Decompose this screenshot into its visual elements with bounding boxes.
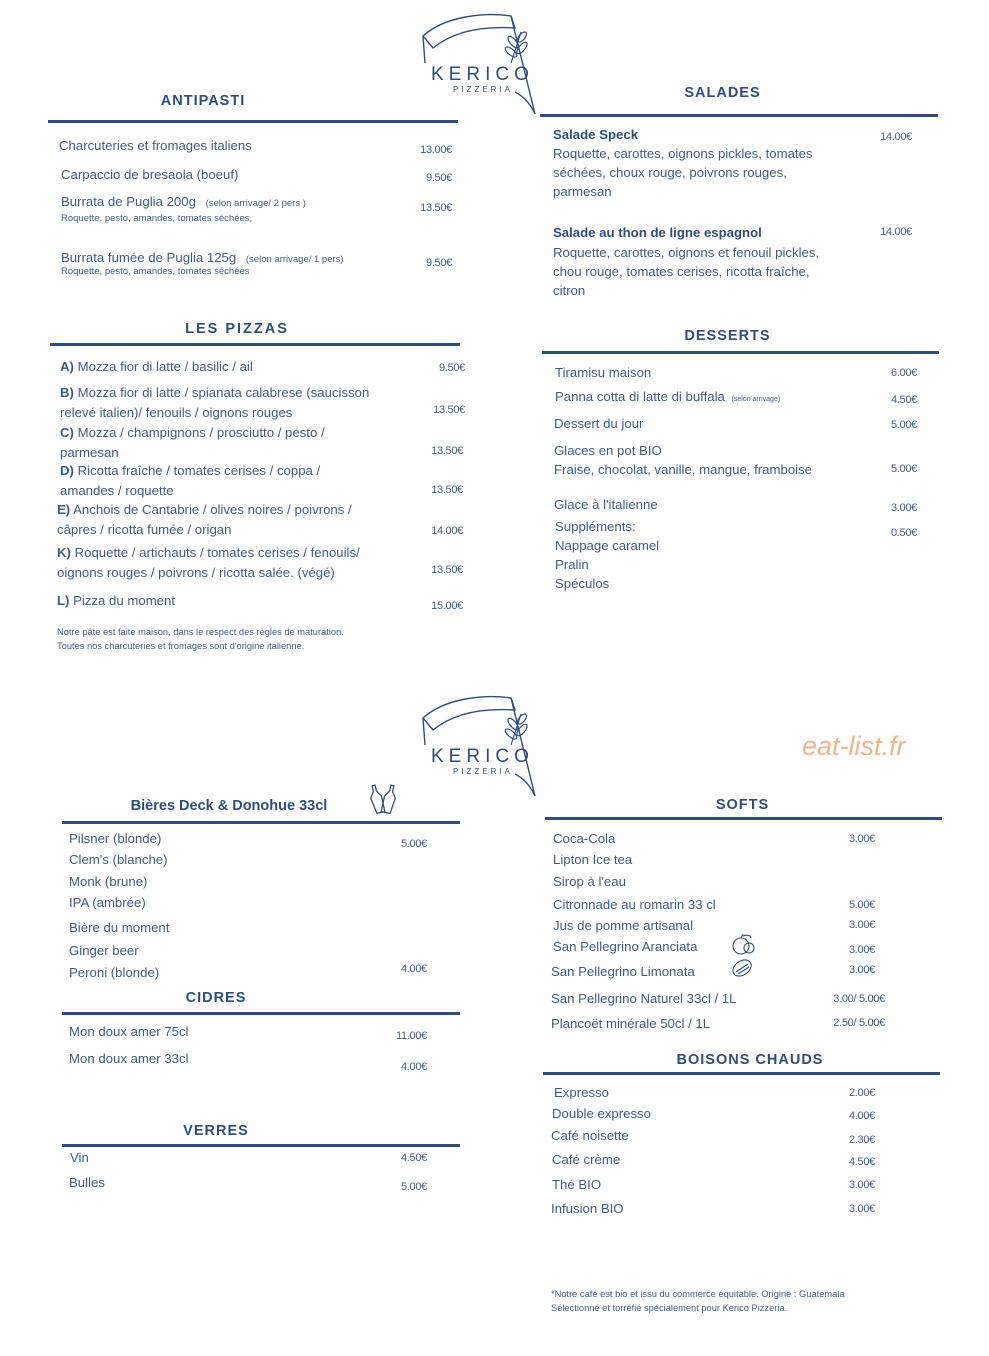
biere-price: 4.00€ xyxy=(400,963,427,975)
chaud-item: Double expresso xyxy=(552,1106,651,1121)
cidre-item: Mon doux amer 75cl xyxy=(69,1024,189,1039)
verres-rule xyxy=(62,1144,460,1147)
pizza-item xyxy=(60,423,325,462)
pizza-text: Anchois de Cantabrie / olives noires / poivrons / xyxy=(73,502,352,517)
pizza-note-line: Toutes nos charcuteries et fromages sont d'origine italienne. xyxy=(57,641,305,651)
pizza-letter: E) xyxy=(57,502,71,517)
pizza-note xyxy=(57,625,344,653)
biere-item: Monk (brune) xyxy=(69,874,148,889)
dessert-note: (selon arrivage) xyxy=(731,396,781,403)
pizza-letter: C) xyxy=(60,425,74,440)
bieres-title: Bières Deck & Donohue 33cl xyxy=(130,798,328,814)
pizza-letter: L) xyxy=(57,593,70,608)
biere-item: IPA (ambrée) xyxy=(69,895,146,910)
chaud-item: Thé BIO xyxy=(552,1177,602,1192)
chaud-item: Expresso xyxy=(554,1085,609,1100)
pizzas-rule xyxy=(50,343,460,346)
antipasti-item-name xyxy=(61,248,344,268)
cidres-title: CIDRES xyxy=(185,990,247,1006)
pizza-text-2: câpres / ricotta fumée / origan xyxy=(57,521,232,537)
cafe-note-line: *Notre café est bio et issu du commerce équitable. Origine : Guatemala xyxy=(551,1289,845,1299)
beer-bottles-icon xyxy=(368,783,398,815)
pizza-text: Roquette / artichauts / tomates cerises / fenouils/ xyxy=(74,545,360,560)
antipasti-item-note: (selon arrivage/ 1 pers) xyxy=(245,254,344,265)
soft-item: Plancoët minérale 50cl / 1L xyxy=(551,1016,711,1031)
antipasti-item-name: Charcuteries et fromages italiens xyxy=(59,138,252,153)
soft-item: San Pellegrino Limonata xyxy=(551,964,695,979)
pizza-price: 15.00€ xyxy=(431,600,463,612)
dessert-name: Glace à l'italienne xyxy=(554,497,658,512)
soft-price: 3.00€ xyxy=(848,944,875,956)
salades-rule xyxy=(540,114,938,117)
salade-desc: Roquette, carottes, oignons et fenouil pickles, xyxy=(553,245,820,260)
salade-price: 14.00€ xyxy=(880,226,912,238)
antipasti-item-desc: Roquette, pesto, amandes, tomates séchées xyxy=(61,266,250,277)
verre-item: Vin xyxy=(70,1150,89,1165)
salade-price: 14.00€ xyxy=(880,131,912,143)
chauds-rule xyxy=(543,1072,940,1075)
pizza-price: 13.50€ xyxy=(431,484,463,496)
pizza-text: Pizza du moment xyxy=(73,593,176,608)
dessert-name: Glaces en pot BIO xyxy=(554,443,662,458)
pizza-item xyxy=(60,357,253,377)
pizza-item xyxy=(60,383,369,422)
soft-price: 3.00€ xyxy=(848,833,875,845)
lemon-fruit-icon xyxy=(730,956,754,980)
brand-name: KERICO xyxy=(431,64,534,85)
dessert-price: 5.00€ xyxy=(890,419,917,431)
pizza-letter: K) xyxy=(57,545,71,560)
softs-rule xyxy=(545,817,942,820)
biere-item: Clem's (blanche) xyxy=(69,852,168,867)
pizza-text-2: relevé italien)/ fenouils / oignons rouges xyxy=(60,404,293,420)
desserts-rule xyxy=(542,351,939,354)
dessert-name: Suppléments: xyxy=(555,519,636,534)
antipasti-rule xyxy=(48,120,458,123)
antipasti-item-name: Carpaccio de bresaola (boeuf) xyxy=(61,167,239,182)
chaud-price: 2.30€ xyxy=(848,1134,875,1146)
dessert-name: Tiramisu maison xyxy=(555,365,652,380)
soft-price: 3.00€ xyxy=(848,919,875,931)
biere-item: Bière du moment xyxy=(69,920,170,935)
chaud-item: Infusion BIO xyxy=(551,1201,624,1216)
pizza-price: 14.00€ xyxy=(431,525,463,537)
pizza-price: 13.50€ xyxy=(433,404,465,416)
biere-item: Pilsner (blonde) xyxy=(69,831,162,846)
salade-desc: chou rouge, tomates cerises, ricotta fraîche, xyxy=(553,264,810,279)
dessert-supp-item: Nappage caramel xyxy=(555,538,660,553)
pizza-item xyxy=(57,543,360,582)
verre-price: 5.00€ xyxy=(400,1181,427,1193)
dessert-price: 0.50€ xyxy=(890,527,917,539)
antipasti-item-price: 13.00€ xyxy=(420,144,452,156)
pizza-text: Mozza fior di latte / spianata calabrese (saucisson xyxy=(77,385,370,400)
antipasti-item-name xyxy=(61,192,306,212)
pizza-text: Mozza / champignons / prosciutto / pesto / xyxy=(77,425,325,440)
bieres-rule xyxy=(62,821,460,824)
chaud-price: 2.00€ xyxy=(848,1087,875,1099)
watermark: eat-list.fr xyxy=(802,731,906,761)
desserts-title: DESSERTS xyxy=(684,328,771,344)
pizza-letter: A) xyxy=(60,359,74,374)
antipasti-title: ANTIPASTI xyxy=(160,93,246,109)
antipasti-item-price: 13.50€ xyxy=(420,202,452,214)
chaud-price: 3.00€ xyxy=(848,1203,875,1215)
dessert-title: Panna cotta di latte di buffala xyxy=(555,389,725,404)
cafe-note-line: Sélectionné et torréfié spécialement pour Kerico Pizzeria. xyxy=(551,1303,788,1313)
brand-logo xyxy=(415,8,545,118)
salade-name: Salade Speck xyxy=(553,127,639,142)
dessert-price: 5.00€ xyxy=(890,463,917,475)
brand-subtitle: PIZZERIA xyxy=(453,767,514,776)
dessert-supp-item: Spéculos xyxy=(555,576,610,591)
soft-item: San Pellegrino Aranciata xyxy=(553,939,698,954)
antipasti-item-title: Burrata fumée de Puglia 125g xyxy=(61,250,237,265)
pizza-letter: B) xyxy=(60,385,74,400)
pizza-price: 13.50€ xyxy=(431,564,463,576)
pizza-text: Ricotta fraîche / tomates cerises / coppa / xyxy=(77,463,321,478)
brand-logo xyxy=(415,690,545,800)
cidre-item: Mon doux amer 33cl xyxy=(69,1051,189,1066)
biere-price: 5.00€ xyxy=(400,838,427,850)
cafe-note xyxy=(551,1287,845,1315)
salade-desc: séchées, choux rouge, poivrons rouges, xyxy=(553,165,787,180)
soft-item: San Pellegrino Naturel 33cl / 1L xyxy=(551,991,737,1006)
chaud-item: Café noisette xyxy=(551,1128,629,1143)
pizza-price: 13.50€ xyxy=(431,445,463,457)
salade-desc: Roquette, carottes, oignons pickles, tomates xyxy=(553,146,813,161)
salade-desc: parmesan xyxy=(553,184,612,199)
soft-item: Citronnade au romarin 33 cl xyxy=(553,897,716,912)
pizza-text-2: amandes / roquette xyxy=(60,482,174,498)
orange-fruit-icon xyxy=(729,932,757,956)
soft-item: Coca-Cola xyxy=(553,831,616,846)
dessert-supp-item: Pralin xyxy=(555,557,589,572)
soft-item: Sirop à l'eau xyxy=(553,874,626,889)
chaud-item: Café crème xyxy=(552,1152,621,1167)
salades-title: SALADES xyxy=(684,85,761,101)
soft-price: 3.00/ 5.00€ xyxy=(833,993,885,1005)
pizza-note-line: Notre pâte est faite maison, dans le respect des règles de maturation. xyxy=(57,627,344,637)
verres-title: VERRES xyxy=(183,1123,249,1139)
verre-price: 4.50€ xyxy=(400,1152,427,1164)
dessert-price: 6.00€ xyxy=(890,367,917,379)
antipasti-item-price: 9.50€ xyxy=(425,257,452,269)
pizza-item xyxy=(57,500,352,539)
soft-item: Lipton Ice tea xyxy=(553,852,633,867)
salade-desc: citron xyxy=(553,283,586,298)
antipasti-item-price: 9.50€ xyxy=(425,172,452,184)
brand-name: KERICO xyxy=(431,746,534,767)
verre-item: Bulles xyxy=(69,1175,105,1190)
soft-item: Jus de pomme artisanal xyxy=(553,918,694,933)
soft-price: 5.00€ xyxy=(848,899,875,911)
cidre-price: 11.00€ xyxy=(395,1030,427,1042)
salade-name: Salade au thon de ligne espagnol xyxy=(553,225,762,240)
pizza-text-2: parmesan xyxy=(60,444,119,460)
chauds-title: BOISONS CHAUDS xyxy=(676,1052,824,1068)
cidres-rule xyxy=(62,1012,460,1015)
brand-subtitle: PIZZERIA xyxy=(453,85,514,94)
dessert-flavors: Fraise, chocolat, vanille, mangue, framboise xyxy=(554,462,813,477)
chaud-price: 3.00€ xyxy=(848,1179,875,1191)
biere-item: Peroni (blonde) xyxy=(69,965,160,980)
dessert-name: Dessert du jour xyxy=(554,416,644,431)
dessert-price: 4.50€ xyxy=(890,394,917,406)
pizzas-title: LES PIZZAS xyxy=(185,321,289,337)
antipasti-item-title: Burrata de Puglia 200g xyxy=(61,194,196,209)
dessert-name xyxy=(555,387,780,410)
chaud-price: 4.50€ xyxy=(848,1156,875,1168)
pizza-text-2: oignons rouges / poivrons / ricotta salée. (végé) xyxy=(57,564,335,580)
pizza-item xyxy=(60,461,320,500)
biere-item: Ginger beer xyxy=(69,943,139,958)
softs-title: SOFTS xyxy=(715,797,770,813)
chaud-price: 4.00€ xyxy=(848,1110,875,1122)
soft-price: 3.00€ xyxy=(848,964,875,976)
pizza-letter: D) xyxy=(60,463,74,478)
pizza-text: Mozza fior di latte / basilic / ail xyxy=(77,359,253,374)
antipasti-item-note: (selon arrivage/ 2 pers ) xyxy=(205,198,306,209)
dessert-price: 3.00€ xyxy=(890,502,917,514)
pizza-item xyxy=(57,591,175,611)
cidre-price: 4.00€ xyxy=(400,1061,427,1073)
pizza-price: 9.50€ xyxy=(438,362,465,374)
antipasti-item-desc: Roquette, pesto, amandes, tomates séchées, xyxy=(61,213,253,224)
soft-price: 2.50/ 5.00€ xyxy=(833,1017,885,1029)
